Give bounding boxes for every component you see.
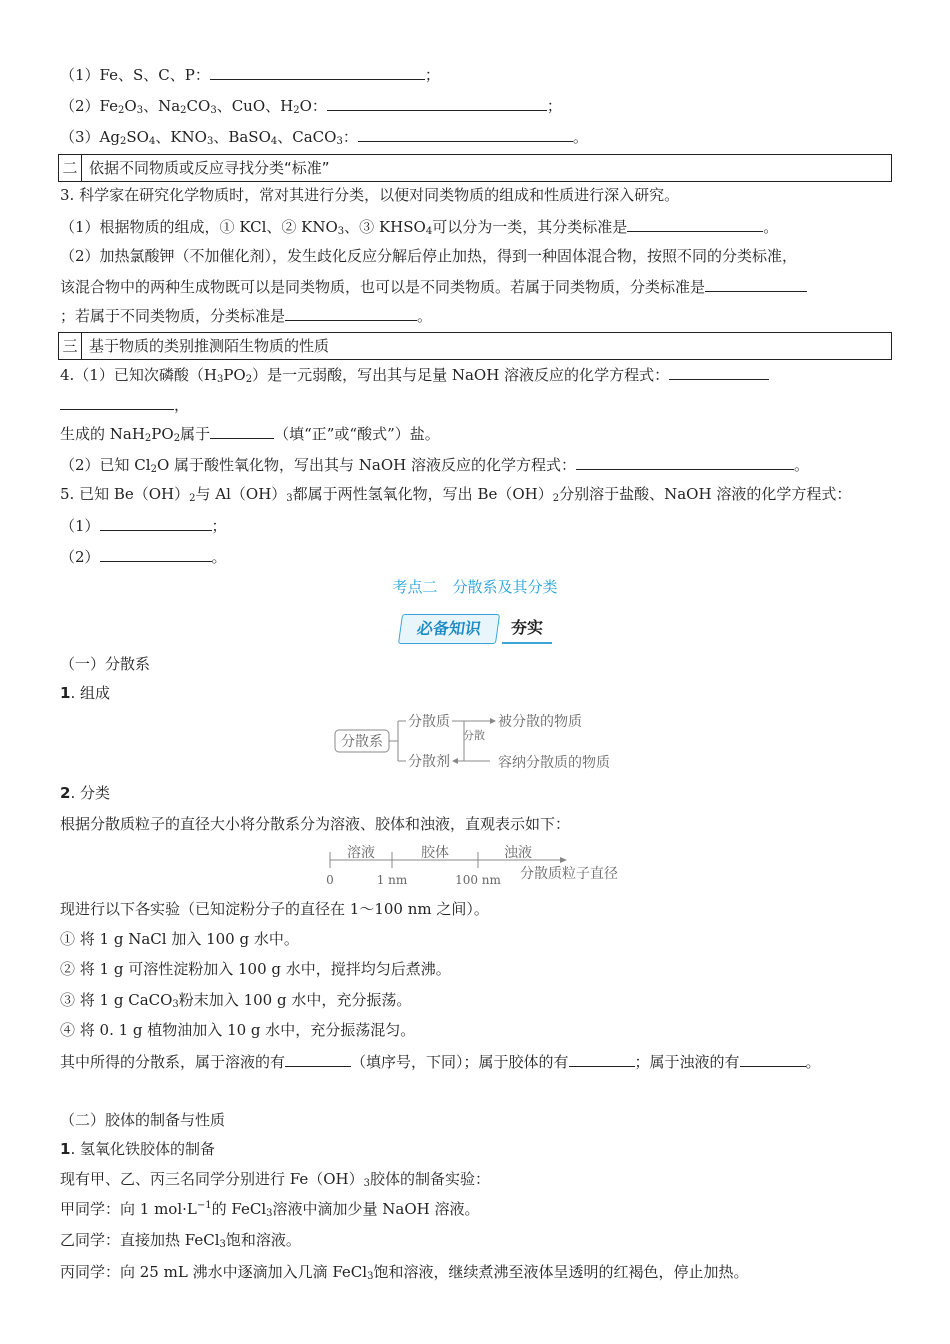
answer-blank[interactable] [210, 64, 425, 80]
answer-blank[interactable] [60, 394, 174, 410]
seg-solution: 溶液 [347, 845, 375, 861]
experiment-3: ③ 将 1 g CaCO$_3$粉末加入 100 g 水中，充分振荡。 [60, 991, 412, 1010]
q3-part-1: （1）根据物质的组成，① KCl、② $KNO_3$、③ $KHSO_4$可以分为一类，其分类标准是 。 [60, 218, 779, 237]
prep-intro: 现有甲、乙、丙三名同学分别进行 $Fe(OH)_3$胶体的制备实验： [60, 1170, 491, 1189]
q3-part-2-line-3: ；若属于不同类物质，分类标准是 。 [60, 307, 433, 325]
experiment-2: ② 将 1 g 可溶性淀粉加入 100 g 水中，搅拌均匀后煮沸。 [60, 960, 451, 978]
top-label: 分散质 [408, 714, 450, 730]
bottom-right-label: 容纳分散质的物质 [498, 755, 610, 771]
bottom-label: 分散剂 [408, 754, 450, 770]
experiment-4: ④ 将 0. 1 g 植物油加入 10 g 水中，充分振荡混匀。 [60, 1021, 416, 1039]
section-header-3: 三 基于物质的类别推测陌生物质的性质 [58, 332, 892, 360]
q4-line-2: ， [60, 394, 189, 415]
answer-blank[interactable] [285, 305, 417, 321]
q2-line-3: $(3)Ag_2SO_4$、$KNO_3$、BaSO$_4$、CaCO$_3$： 。 [60, 128, 588, 147]
q2-line-2: $(2)Fe_2O_3$、$Na_2CO_3$、CuO、$H_2O$： ； [60, 97, 562, 116]
section-1-heading: （一）分散系 [60, 655, 151, 673]
experiment-answer: 其中所得的分散系，属于溶液的有 （填序号，下同）；属于胶体的有 ；属于浊液的有 。 [60, 1053, 821, 1071]
q3-part-2-line-2: 该混合物中的两种生成物既可以是同类物质，也可以是不同类物质。若属于同类物质，分类标准是 [60, 276, 807, 297]
arrow-top-head [490, 718, 496, 724]
answer-blank[interactable] [705, 276, 807, 292]
answer-blank[interactable] [285, 1051, 351, 1067]
student-a: 甲同学：向 1 $mol\cdot L^{-1}$的 FeCl$_3$溶液中滴加少量 NaOH 溶液。 [60, 1200, 480, 1219]
sub-heading-preparation: 1. 氢氧化铁胶体的制备 [60, 1140, 215, 1158]
answer-blank[interactable] [100, 546, 212, 562]
student-c: 丙同学：向 25 mL 沸水中逐滴加入几滴 FeCl$_3$饱和溶液，继续煮沸至液体呈透明的红褐色，停止加热。 [60, 1263, 749, 1282]
badge-right: 夯实 [502, 614, 552, 644]
answer-blank[interactable] [627, 216, 763, 232]
q3-part-2-line-1: （2）加热氯酸钾（不加催化剂），发生歧化反应分解后停止加热，得到一种固体混合物，按照不同的分类标准， [60, 247, 798, 265]
answer-blank[interactable] [100, 515, 212, 531]
answer-blank[interactable] [669, 364, 769, 380]
q5-part-2: （2） 。 [60, 548, 227, 566]
q3-intro: 3. 科学家在研究化学物质时，常对其进行分类，以便对同类物质的组成和性质进行深入研究。 [60, 186, 680, 204]
axis-label: 分散质粒子直径 [520, 866, 618, 882]
answer-blank[interactable] [740, 1051, 806, 1067]
answer-blank[interactable] [210, 423, 274, 439]
answer-blank[interactable] [327, 95, 547, 111]
mid-label: 分散 [463, 729, 485, 742]
answer-blank[interactable] [569, 1051, 635, 1067]
q4-line-3: 生成的 $NaH_2PO_2$属于 （填“正”或“酸式”）盐。 [60, 425, 440, 444]
experiment-1: ① 将 1 g NaCl 加入 100 g 水中。 [60, 930, 299, 948]
seg-colloid: 胶体 [421, 845, 449, 861]
composition-diagram [330, 706, 630, 776]
q2-line-1: （1）Fe、S、C、P： ； [60, 66, 440, 84]
bracket [389, 721, 406, 761]
answer-blank[interactable] [358, 126, 573, 142]
seg-suspension: 浊液 [504, 845, 532, 861]
arrow-bottom-head [452, 758, 458, 764]
q5-line-1: 5. 已知 $Be(OH)_2$与 $Al(OH)_3$都属于两性氢氧化物，写出 $Be(OH)_2$分别溶于盐酸、NaOH 溶液的化学方程式： [60, 485, 852, 504]
q4-line-4: （2）已知 $Cl_2O$ 属于酸性氧化物，写出其与 NaOH 溶液反应的化学方程式： 。 [60, 456, 810, 475]
classification-desc: 根据分散质粒子的直径大小将分散系分为溶液、胶体和浊液，直观表示如下： [60, 815, 571, 833]
tick-label-1nm: 1 nm [376, 873, 408, 887]
tick-label-100nm: 100 nm [455, 873, 501, 887]
student-b: 乙同学：直接加热 FeCl$_3$饱和溶液。 [60, 1231, 301, 1250]
kaodian-title: 考点二 分散系及其分类 [392, 578, 558, 596]
experiment-intro: 现进行以下各实验（已知淀粉分子的直径在 1～100 nm 之间）。 [60, 900, 489, 918]
knowledge-badge [400, 614, 552, 644]
axis-arrow [560, 857, 567, 863]
answer-blank[interactable] [576, 454, 794, 470]
root-label: 分散系 [341, 734, 383, 750]
section-2-heading: （二）胶体的制备与性质 [60, 1111, 226, 1129]
section-header-2: 二 依据不同物质或反应寻找分类“标准” [58, 154, 892, 182]
tick-label-0: 0 [326, 873, 334, 887]
particle-size-diagram [320, 840, 630, 890]
badge-left: 必备知识 [398, 614, 500, 644]
q4-line-1: 4.（1）已知次磷酸$(H_3PO_2)$是一元弱酸，写出其与足量 NaOH 溶液反应的化学方程式： [60, 364, 769, 385]
q5-part-1: （1） ； [60, 517, 227, 535]
top-right-label: 被分散的物质 [498, 714, 582, 730]
sub-heading-classification: 2. 分类 [60, 784, 110, 802]
sub-heading-composition: 1. 组成 [60, 684, 110, 702]
